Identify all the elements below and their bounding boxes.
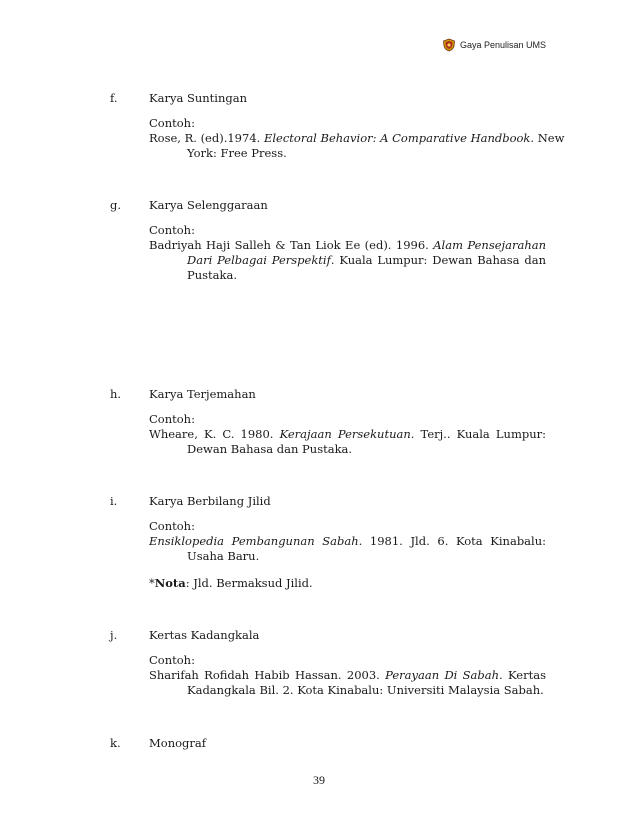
entry-body	[149, 519, 546, 591]
entry-heading: Karya Suntingan	[149, 91, 247, 105]
example-label: Contoh:	[149, 412, 195, 426]
example-label: Contoh:	[149, 223, 195, 237]
citation-line-2: Kadangkala Bil. 2. Kota Kinabalu: Universiti Malaysia Sabah.	[187, 683, 544, 697]
entry-letter: g.	[110, 198, 122, 212]
citation-line-1: Sharifah Rofidah Habib Hassan. 2003. Perayaan Di Sabah. Kertas	[149, 668, 546, 682]
entry-letter: j.	[110, 628, 118, 642]
header-title: Gaya Penulisan UMS	[459, 40, 546, 50]
entry-letter: i.	[110, 494, 118, 508]
entry-heading: Karya Berbilang Jilid	[149, 494, 271, 508]
citation-line-1: Ensiklopedia Pembangunan Sabah. 1981. Jld. 6. Kota Kinabalu:	[149, 534, 546, 548]
example-label: Contoh:	[149, 519, 195, 533]
citation-line-2: Dari Pelbagai Perspektif. Kuala Lumpur: Dewan Bahasa dan	[187, 253, 546, 267]
citation-line-2: Usaha Baru.	[187, 549, 260, 563]
entry-body	[149, 116, 565, 161]
entry-letter: k.	[110, 736, 121, 750]
example-label: Contoh:	[149, 116, 195, 130]
entry-body	[149, 653, 546, 698]
entry-body	[149, 412, 546, 457]
entry-body	[149, 223, 546, 283]
citation-line-3: Pustaka.	[187, 268, 238, 282]
entry-heading: Karya Terjemahan	[149, 387, 256, 401]
entry-heading: Monograf	[149, 736, 207, 750]
entry-letter: h.	[110, 387, 122, 401]
citation-line-1: Rose, R. (ed).1974. Electoral Behavior: A Comparative Handbook. New	[149, 131, 565, 145]
citation-line-2: Dewan Bahasa dan Pustaka.	[187, 442, 353, 456]
ums-crest-icon	[442, 38, 456, 52]
citation-line-2: York: Free Press.	[187, 146, 287, 160]
note: *Nota: Jld. Bermaksud Jilid.	[149, 576, 313, 590]
entry-heading: Karya Selenggaraan	[149, 198, 268, 212]
citation-line-1: Wheare, K. C. 1980. Kerajaan Persekutuan. Terj.. Kuala Lumpur:	[149, 427, 546, 441]
entry-heading: Kertas Kadangkala	[149, 628, 260, 642]
entry-letter: f.	[110, 91, 118, 105]
page-number: 39	[313, 773, 325, 787]
page-header	[442, 38, 546, 52]
example-label: Contoh:	[149, 653, 195, 667]
citation-line-1: Badriyah Haji Salleh & Tan Liok Ee (ed). 1996. Alam Pensejarahan	[149, 238, 546, 252]
